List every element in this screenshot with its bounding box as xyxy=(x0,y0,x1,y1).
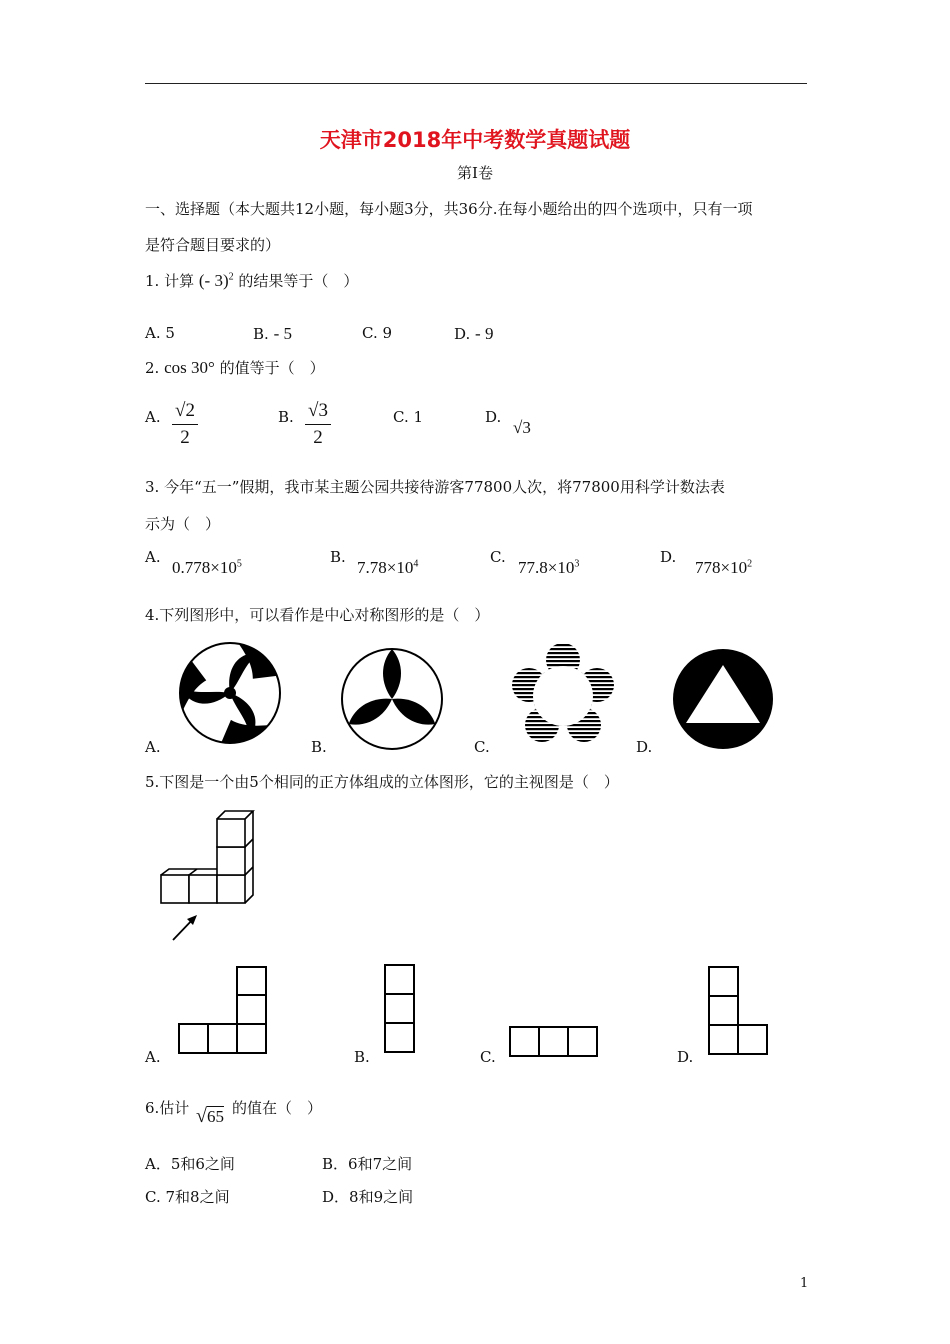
q1-c-label: C. xyxy=(362,324,378,342)
question-3-line1: 3. 今年“五一”假期，我市某主题公园共接待游客77800人次，将77800用科学计数法表 xyxy=(145,478,725,496)
q1-option-c xyxy=(362,324,392,342)
q6-option-a: A．5和6之间 xyxy=(145,1155,235,1173)
q6-option-b: B．6和7之间 xyxy=(322,1155,413,1173)
question-6-prefix: 6.估计 xyxy=(145,1099,190,1117)
question-4: 4.下列图形中，可以看作是中心对称图形的是（ ） xyxy=(145,606,490,624)
q2-option-a-fraction xyxy=(172,400,198,449)
volume-label: 第Ⅰ卷 xyxy=(457,164,493,182)
figure-5d-step-shape xyxy=(708,966,770,1056)
question-6-suffix: 的值在（ ） xyxy=(232,1099,323,1117)
q6-option-c: C. 7和8之间 xyxy=(145,1188,230,1206)
q2-b-numerator: √3 xyxy=(308,400,328,421)
q2-suffix: 的值等于（ ） xyxy=(219,359,325,377)
q3-option-d xyxy=(695,558,752,578)
q1-suffix: 的结果等于（ ） xyxy=(238,272,359,290)
q1-expression xyxy=(199,271,234,290)
q6-expression xyxy=(196,1105,224,1128)
q2-b-label: B. xyxy=(278,408,294,426)
q2-option-c xyxy=(393,408,423,426)
q3-b-value: 7.78×10 xyxy=(357,558,414,577)
q3-d-exp: 2 xyxy=(747,558,753,570)
q2-a-denominator: 2 xyxy=(180,427,190,448)
figure-5-cube-stack xyxy=(155,803,265,943)
q3-c-label: C. xyxy=(490,548,506,566)
q1-a-label: A. xyxy=(145,324,161,342)
figure-4b-three-petals xyxy=(340,647,444,751)
q5-a-label: A. xyxy=(145,1048,161,1066)
q1-c-value: 9 xyxy=(382,324,393,342)
figure-5a-l-shape xyxy=(178,966,268,1056)
question-2 xyxy=(145,357,325,378)
q4-a-label: A. xyxy=(145,738,161,756)
figure-4d-triangle-in-circle xyxy=(671,647,775,751)
q3-a-label: A. xyxy=(145,548,161,566)
q2-c-label: C. xyxy=(393,408,409,426)
q3-d-value: 778×10 xyxy=(695,558,748,577)
header-rule xyxy=(145,83,807,84)
sqrt-sign-icon: √ xyxy=(196,1105,207,1127)
q3-option-a xyxy=(172,558,242,578)
q1-a-value: 5 xyxy=(165,324,175,342)
figure-5b-column xyxy=(384,964,416,1054)
question-3-line2: 示为（ ） xyxy=(145,515,221,533)
q2-b-denominator: 2 xyxy=(313,427,323,448)
q3-option-b xyxy=(357,558,418,578)
page-title: 天津市2018年中考数学真题试题 xyxy=(319,128,631,152)
q4-c-label: C. xyxy=(474,738,490,756)
q1-expr-base: (- 3) xyxy=(198,271,229,290)
q2-d-value: √3 xyxy=(513,418,531,437)
q1-d-label: D. xyxy=(454,325,471,343)
q2-expression: cos 30° xyxy=(164,358,215,377)
q3-c-value: 77.8×10 xyxy=(518,558,575,577)
figure-4a-triskelion xyxy=(178,641,282,745)
q3-b-exp: 4 xyxy=(413,558,419,570)
figure-5c-row xyxy=(509,1026,599,1058)
q1-b-value: - 5 xyxy=(273,324,292,343)
q2-c-value: 1 xyxy=(413,408,424,426)
section-intro-line2: 是符合题目要求的） xyxy=(145,236,281,254)
q1-b-label: B. xyxy=(253,325,269,343)
q4-b-label: B. xyxy=(311,738,327,756)
q1-option-b xyxy=(253,324,292,344)
q3-option-c xyxy=(518,558,579,578)
q1-d-value: - 9 xyxy=(475,324,494,343)
page-number: 1 xyxy=(800,1276,809,1291)
q3-b-label: B. xyxy=(330,548,346,566)
q3-c-exp: 3 xyxy=(574,558,580,570)
q2-a-numerator: √2 xyxy=(175,400,195,421)
question-5: 5.下图是一个由5个相同的正方体组成的立体图形，它的主视图是（ ） xyxy=(145,773,619,791)
q2-a-label: A. xyxy=(145,408,161,426)
q1-prefix: 1. 计算 xyxy=(145,272,195,290)
q2-option-b-fraction xyxy=(305,400,331,449)
q2-prefix: 2. xyxy=(145,359,160,377)
q5-b-label: B. xyxy=(354,1048,370,1066)
q6-option-d: D．8和9之间 xyxy=(322,1188,414,1206)
q5-c-label: C. xyxy=(480,1048,496,1066)
q3-a-exp: 5 xyxy=(236,558,242,570)
section-intro-line1: 一、选择题（本大题共12小题，每小题3分，共36分.在每小题给出的四个选项中，只有一项 xyxy=(145,200,753,218)
q1-option-d xyxy=(454,324,493,344)
figure-4c-striped-flower xyxy=(505,643,621,749)
q4-d-label: D. xyxy=(636,738,653,756)
q5-d-label: D. xyxy=(677,1048,694,1066)
q1-expr-exp: 2 xyxy=(228,271,234,283)
question-1 xyxy=(145,270,358,291)
q3-a-value: 0.778×10 xyxy=(172,558,237,577)
q1-option-a xyxy=(145,324,175,342)
q6-radicand: 65 xyxy=(206,1107,224,1126)
q3-d-label: D. xyxy=(660,548,677,566)
q2-d-label: D. xyxy=(485,408,502,426)
